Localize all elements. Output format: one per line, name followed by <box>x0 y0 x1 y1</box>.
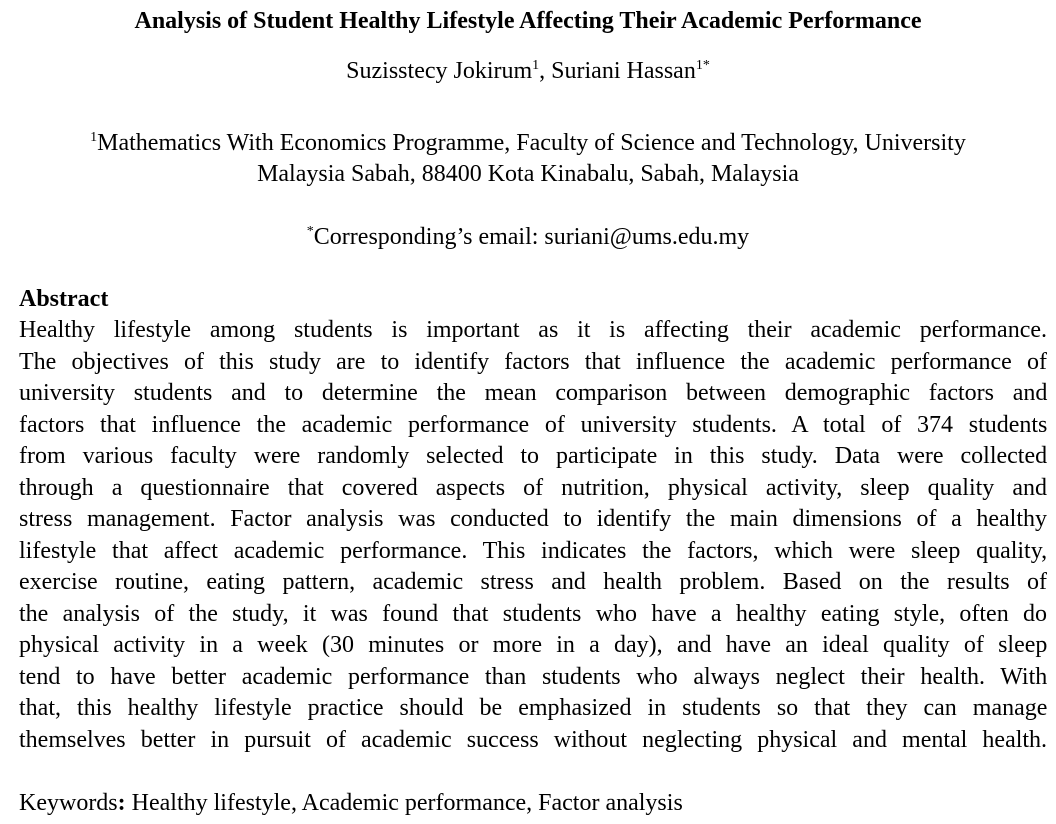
abstract-line: Healthy lifestyle among students is important as it is affecting their academic performance. <box>19 317 1047 343</box>
affiliation <box>20 128 1036 190</box>
abstract-line: the analysis of the study, it was found that students who have a healthy eating style, often do <box>19 600 1047 627</box>
affiliation-line: Mathematics With Economics Programme, Faculty of Science and Technology, University <box>97 130 966 156</box>
corresponding-email-text: Corresponding’s email: suriani@ums.edu.my <box>313 224 750 250</box>
abstract-line: university students and to determine the mean comparison between demographic factors and <box>19 380 1048 406</box>
keywords-colon: : <box>117 790 126 816</box>
abstract-line: themselves better in pursuit of academic success without neglecting physical and mental health. <box>19 726 1048 753</box>
affiliation-mark: 1 <box>90 130 98 145</box>
author-separator: , <box>539 58 552 84</box>
abstract-line: through a questionnaire that covered aspects of nutrition, physical activity, sleep quality and <box>19 474 1047 501</box>
abstract-line: tend to have better academic performance than students who always neglect their health. With <box>19 663 1048 690</box>
corresponding-mark: * <box>306 224 314 239</box>
abstract-line: lifestyle that affect academic performance. This indicates the factors, which were sleep quality, <box>19 537 1048 564</box>
paper-title: Analysis of Student Healthy Lifestyle Affecting Their Academic Performance <box>134 8 922 34</box>
abstract-line: exercise routine, eating pattern, academic stress and health problem. Based on the results of <box>19 569 1047 595</box>
abstract-body <box>19 315 1047 756</box>
author-name: Suzisstecy Jokirum <box>346 58 533 84</box>
affiliation-line: Malaysia Sabah, 88400 Kota Kinabalu, Sabah, Malaysia <box>257 161 799 187</box>
abstract-line: physical activity in a week (30 minutes or more in a day), and have an ideal quality of sleep <box>19 632 1048 658</box>
author-list <box>0 56 1056 86</box>
author-affiliation-mark: 1 <box>532 58 540 73</box>
keywords-label: Keywords <box>19 790 118 816</box>
abstract-line: stress management. Factor analysis was conducted to identify the main dimensions of a healthy <box>19 506 1047 532</box>
abstract-line: factors that influence the academic performance of university students. A total of 374 students <box>19 411 1048 438</box>
corresponding-email <box>0 222 1056 252</box>
keywords-text: Healthy lifestyle, Academic performance, Factor analysis <box>125 790 683 816</box>
abstract-line: The objectives of this study are to identify factors that influence the academic performance of <box>19 348 1047 375</box>
author-name: Suriani Hassan <box>551 58 696 84</box>
keywords <box>19 788 683 818</box>
abstract-line: from various faculty were randomly selected to participate in this study. Data were collected <box>19 443 1048 469</box>
abstract-line: that, this healthy lifestyle practice should be emphasized in students so that they can manage <box>19 695 1048 721</box>
abstract-heading: Abstract <box>19 286 109 312</box>
author-affiliation-mark: 1* <box>695 58 710 73</box>
